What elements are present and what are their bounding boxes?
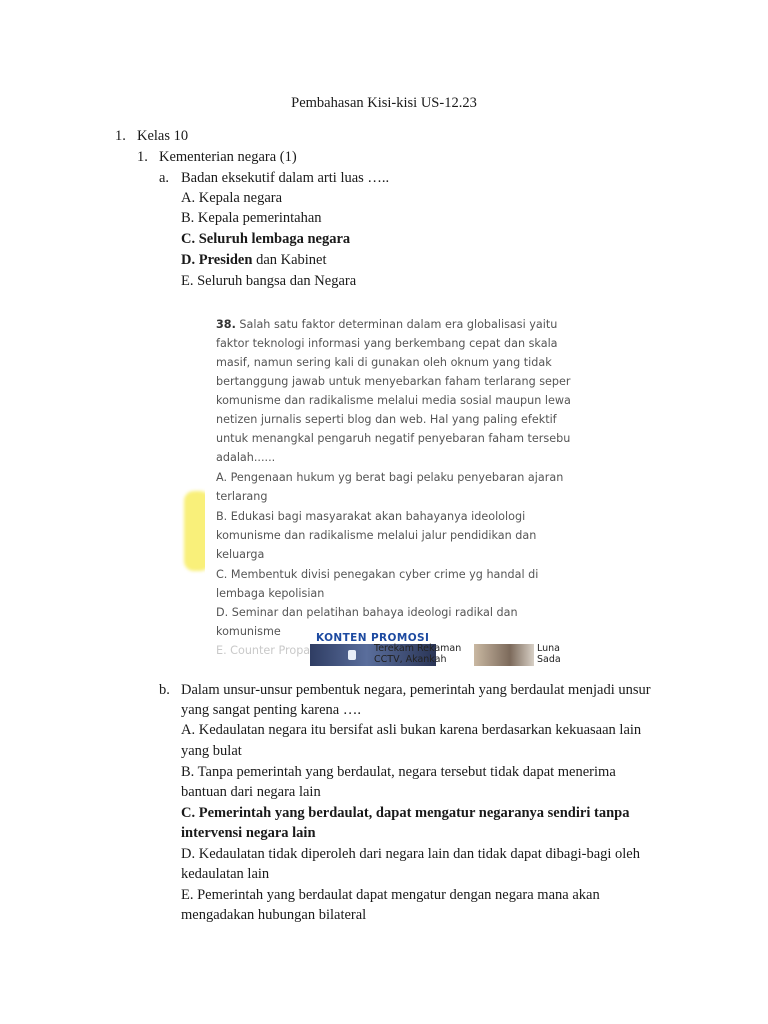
promo-caption: Luna — [537, 643, 560, 654]
screenshot-line: faktor teknologi informasi yang berkembang cepat dan skala — [216, 337, 558, 350]
screenshot-line: C. Membentuk divisi penegakan cyber crime yg handal di — [216, 568, 539, 581]
screenshot-line: adalah...... — [216, 451, 276, 464]
screenshot-line: D. Seminar dan pelatihan bahaya ideologi radikal dan — [216, 606, 518, 619]
promo-caption: Sada — [537, 654, 561, 665]
screenshot-line: lembaga kepolisian — [216, 587, 325, 600]
kelas-label: Kelas 10 — [137, 128, 189, 144]
page-title: Pembahasan Kisi-kisi US-12.23 — [291, 95, 477, 111]
option-c-answer-cont: intervensi negara lain — [181, 825, 316, 841]
screenshot-line: bertanggung jawab untuk menyebarkan faham terlarang seper — [216, 375, 571, 388]
option-c-answer: C. Seluruh lembaga negara — [181, 231, 351, 247]
option-d-rest: dan Kabinet — [252, 252, 327, 268]
promo-title: KONTEN PROMOSI — [316, 632, 430, 644]
question-letter: b. — [159, 682, 170, 698]
question-letter: a. — [159, 170, 170, 186]
question-number: 38. — [216, 318, 236, 331]
screenshot-line: komunisme — [216, 625, 281, 638]
promo-thumbnail[interactable] — [474, 644, 534, 666]
screenshot-line: netizen jurnalis seperti blog dan web. Hal yang paling efektif — [216, 413, 557, 426]
option-c-answer: C. Pemerintah yang berdaulat, dapat mengatur negaranya sendiri tanpa — [181, 805, 630, 821]
option-e-cont: mengadakan hubungan bilateral — [181, 907, 367, 923]
cctv-image — [348, 650, 356, 660]
option-a-cont: yang bulat — [181, 743, 242, 759]
screenshot-line: keluarga — [216, 548, 265, 561]
option-d — [181, 250, 327, 270]
screenshot-line: masif, namun sering kali di gunakan oleh oknum yang tidak — [216, 356, 552, 369]
option-b: B. Tanpa pemerintah yang berdaulat, negara tersebut tidak dapat menerima — [181, 764, 616, 780]
option-b-cont: bantuan dari negara lain — [181, 784, 321, 800]
promo-caption: CCTV, Akankah — [374, 654, 447, 665]
screenshot-line: untuk menangkal pengaruh negatif penyebaran faham tersebu — [216, 432, 571, 445]
screenshot-line: terlarang — [216, 490, 268, 503]
question-a-text: Badan eksekutif dalam arti luas ….. — [181, 170, 390, 186]
option-e: E. Pemerintah yang berdaulat dapat mengatur dengan negara mana akan — [181, 887, 600, 903]
option-e: E. Seluruh bangsa dan Negara — [181, 273, 357, 289]
promo-caption: Terekam Rekaman — [374, 643, 462, 654]
screenshot-line: komunisme dan radikalisme melalui media sosial maupun lewa — [216, 394, 571, 407]
screenshot-line: 38. Salah satu faktor determinan dalam era globalisasi yaitu — [216, 318, 558, 331]
list-number: 1. — [115, 128, 126, 144]
option-d-cont: kedaulatan lain — [181, 866, 270, 882]
question-b-text: yang sangat penting karena …. — [181, 702, 361, 718]
embedded-question-screenshot — [205, 308, 571, 666]
option-a: A. Kedaulatan negara itu bersifat asli bukan karena berdasarkan kekuasaan lain — [181, 722, 642, 738]
screenshot-line: A. Pengenaan hukum yg berat bagi pelaku penyebaran ajaran — [216, 471, 564, 484]
option-b: B. Kepala pemerintahan — [181, 210, 322, 226]
promo-banner[interactable] — [208, 630, 561, 666]
option-d: D. Kedaulatan tidak diperoleh dari negara lain dan tidak dapat dibagi-bagi oleh — [181, 846, 640, 862]
screenshot-line: komunisme dan radikalisme melalui jalur pendidikan dan — [216, 529, 537, 542]
option-a: A. Kepala negara — [181, 190, 283, 206]
question-b-text: Dalam unsur-unsur pembentuk negara, pemerintah yang berdaulat menjadi unsur — [181, 682, 651, 698]
option-d-bold: D. Presiden — [181, 252, 253, 268]
topic-label: Kementerian negara (1) — [159, 149, 297, 165]
screenshot-line: B. Edukasi bagi masyarakat akan bahayanya ideolologi — [216, 510, 526, 523]
list-number: 1. — [137, 149, 148, 165]
screenshot-line-faded: E. Counter Propa — [216, 644, 311, 657]
